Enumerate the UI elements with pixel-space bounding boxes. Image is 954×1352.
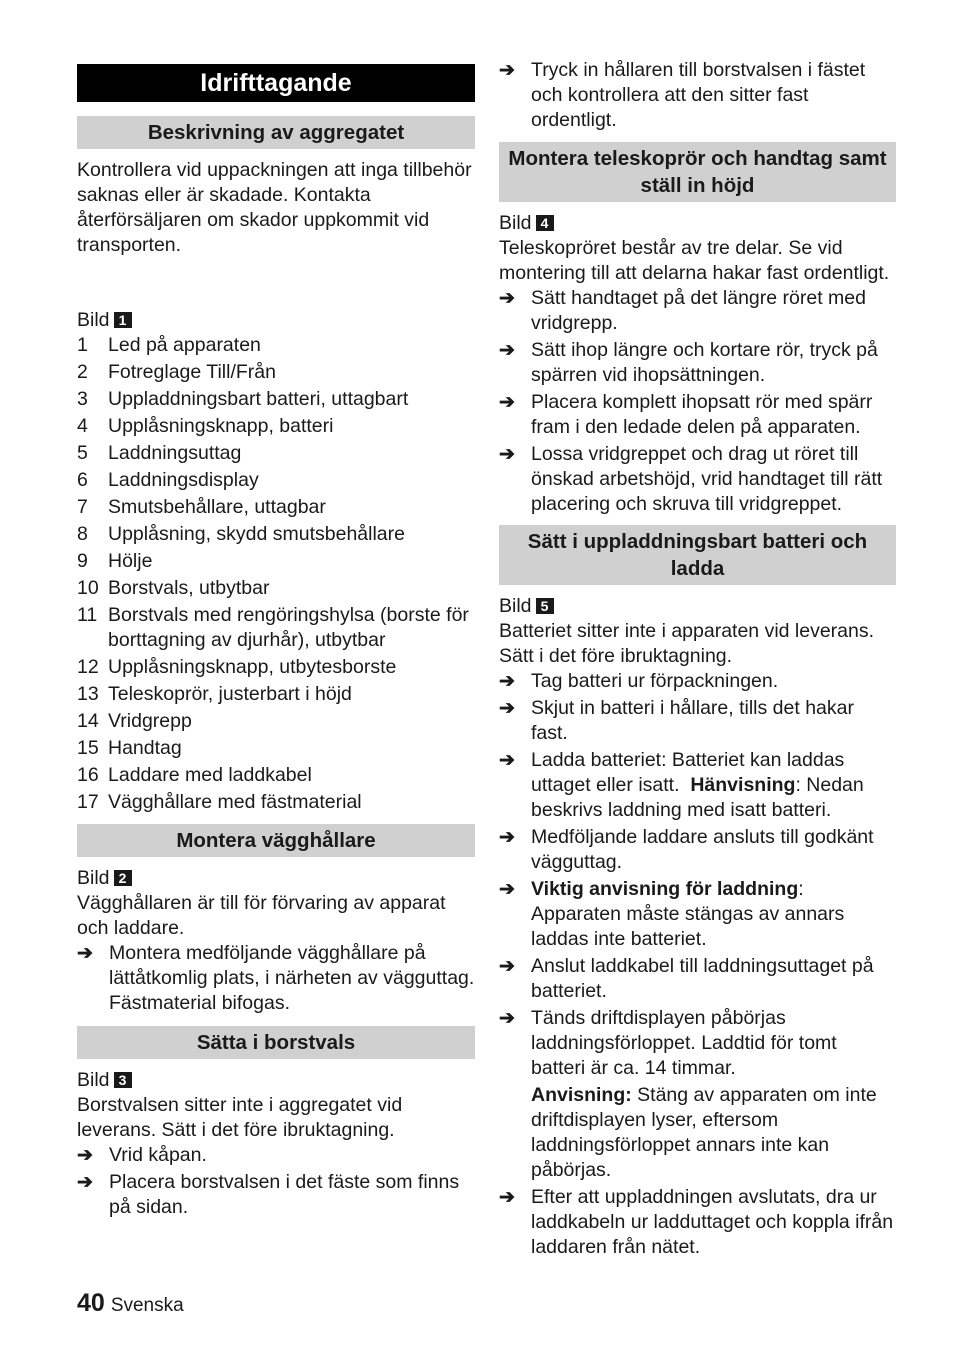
- left-column: [77, 58, 475, 1222]
- item-number: 11: [77, 604, 98, 626]
- arrow-icon: ➔: [499, 671, 515, 692]
- brush-roll-intro: Borstvalsen sitter inte i aggregatet vid leverans. Sätt i det före ibruktagning.: [77, 1094, 403, 1141]
- arrow-icon: ➔: [499, 698, 515, 719]
- charging-note: Anvisning: Stäng av apparaten om inte driftdisplayen lyser, eftersom laddningsförloppet annars inte kan påbörjas.: [531, 1084, 877, 1181]
- parts-list: [77, 333, 475, 815]
- figure-number-badge: 2: [114, 870, 132, 886]
- item-number: 7: [77, 496, 88, 518]
- footer-language: Svenska: [110, 1295, 184, 1316]
- wall-mount-intro: Vägghållaren är till för förvaring av apparat och laddare.: [77, 892, 446, 939]
- item-number: 1: [77, 334, 88, 356]
- list-item: [77, 360, 475, 385]
- list-item: ➔ Placera borstvalsen i det fäste som finns på sidan.: [77, 1171, 460, 1218]
- item-number: 12: [77, 656, 99, 678]
- brush-roll-steps: [77, 1143, 475, 1220]
- item-text: Upplåsningsknapp, utbytesborste: [108, 656, 397, 678]
- list-item: ➔ Vrid kåpan.: [77, 1144, 207, 1166]
- item-text: Borstvals, utbytbar: [108, 577, 270, 599]
- figure-ref-5: Bild 5: [499, 594, 896, 619]
- section-heading-wall-mount: Montera vägghållare: [77, 824, 475, 857]
- section-heading-telescopic-tube: Montera teleskoprör och handtag samt ställ in höjd: [499, 142, 896, 202]
- list-item: ➔ Sätt ihop längre och kortare rör, tryck på spärren vid ihopsättningen.: [499, 339, 878, 386]
- list-item: [77, 549, 475, 574]
- item-text: Smutsbehållare, uttagbar: [108, 496, 326, 518]
- item-text: Hölje: [108, 550, 153, 572]
- wall-mount-steps: [77, 941, 475, 1016]
- arrow-icon: ➔: [499, 750, 515, 771]
- item-number: 17: [77, 791, 99, 813]
- item-number: 5: [77, 442, 88, 464]
- arrow-icon: ➔: [499, 288, 515, 309]
- battery-steps: [499, 669, 896, 1081]
- item-text: Laddningsdisplay: [108, 469, 259, 491]
- right-column: [499, 58, 896, 1262]
- figure-number-badge: 5: [536, 598, 554, 614]
- item-number: 14: [77, 710, 99, 732]
- list-item: [77, 736, 475, 761]
- list-item: ➔ Tänds driftdisplayen påbörjas laddningsförloppet. Laddtid för tomt batteri är ca. 14 timmar.: [499, 1007, 837, 1079]
- list-item: ➔ Ladda batteriet: Batteriet kan laddas uttaget eller isatt. Hänvisning: Nedan beskrivs laddning med isatt batteri.: [499, 749, 864, 821]
- page-number: 40: [77, 1289, 105, 1317]
- item-number: 2: [77, 361, 88, 383]
- section-heading-battery: Sätt i uppladdningsbart batteri och ladda: [499, 525, 896, 585]
- item-number: 9: [77, 550, 88, 572]
- item-text: Vägghållare med fästmaterial: [108, 791, 362, 813]
- telescopic-intro: Teleskopröret består av tre delar. Se vid montering till att delarna hakar fast ordentligt.: [499, 237, 890, 284]
- item-text: Handtag: [108, 737, 182, 759]
- list-item: ➔ Skjut in batteri i hållare, tills det hakar fast.: [499, 697, 854, 744]
- list-item: [77, 790, 475, 815]
- item-number: 3: [77, 388, 88, 410]
- arrow-icon: ➔: [499, 60, 515, 81]
- list-item: [77, 709, 475, 734]
- arrow-icon: ➔: [77, 943, 93, 964]
- arrow-icon: ➔: [77, 1145, 93, 1166]
- figure-ref-1: Bild 1: [77, 308, 475, 333]
- list-item: [77, 603, 475, 653]
- arrow-icon: ➔: [499, 879, 515, 900]
- item-text: Fotreglage Till/Från: [108, 361, 276, 383]
- item-text: Led på apparaten: [108, 334, 261, 356]
- item-text: Laddningsuttag: [108, 442, 242, 464]
- item-text: Laddare med laddkabel: [108, 764, 312, 786]
- list-item: ➔ Tag batteri ur förpackningen.: [499, 670, 779, 692]
- item-number: 15: [77, 737, 99, 759]
- arrow-icon: ➔: [499, 340, 515, 361]
- list-item: [77, 468, 475, 493]
- arrow-icon: ➔: [499, 392, 515, 413]
- item-number: 6: [77, 469, 88, 491]
- figure-ref-4: Bild 4: [499, 211, 896, 236]
- figure-number-badge: 3: [114, 1072, 132, 1088]
- telescopic-steps: [499, 286, 896, 517]
- list-item: [77, 441, 475, 466]
- important-label: Viktig anvisning för laddning: [531, 878, 799, 900]
- section-heading-description: Beskrivning av aggregatet: [77, 116, 475, 149]
- page-footer: [77, 1291, 184, 1318]
- list-item: [77, 495, 475, 520]
- list-item: [77, 763, 475, 788]
- item-number: 8: [77, 523, 88, 545]
- arrow-icon: ➔: [499, 1187, 515, 1208]
- arrow-icon: ➔: [77, 1172, 93, 1193]
- item-text: Vridgrepp: [108, 710, 192, 732]
- figure-ref-2: Bild 2: [77, 866, 475, 891]
- item-text: Uppladdningsbart batteri, uttagbart: [108, 388, 409, 410]
- item-number: 10: [77, 577, 99, 599]
- figure-number-badge: 4: [536, 215, 554, 231]
- item-number: 13: [77, 683, 99, 705]
- list-item: [77, 414, 475, 439]
- item-text: Upplåsning, skydd smutsbehållare: [108, 523, 405, 545]
- list-item: [77, 333, 475, 358]
- list-item: ➔ Tryck in hållaren till borstvalsen i fästet och kontrollera att den sitter fast ordentligt.: [499, 59, 866, 131]
- list-item: ➔ Placera komplett ihopsatt rör med spärr fram i den ledade delen på apparaten.: [499, 391, 873, 438]
- description-intro: Kontrollera vid uppackningen att inga tillbehör saknas eller är skadade. Kontakta återförsäljaren om skador uppkommit vid transporten.: [77, 159, 472, 256]
- page-title: Idrifttagande: [77, 64, 475, 102]
- battery-steps-final: [499, 1185, 896, 1260]
- list-item: ➔ Montera medföljande vägghållare på lättåtkomlig plats, i närheten av vägguttag. Fästmaterial bifogas.: [77, 942, 475, 1014]
- list-item: [77, 655, 475, 680]
- list-item: ➔ Anslut laddkabel till laddningsuttaget på batteriet.: [499, 955, 874, 1002]
- list-item: [77, 522, 475, 547]
- item-text: Teleskoprör, justerbart i höjd: [108, 683, 352, 705]
- hint-label: Hänvisning: [690, 774, 796, 796]
- item-text: Borstvals med rengöringshylsa (borste för borttagning av djurhår), utbytbar: [108, 604, 469, 651]
- battery-intro: Batteriet sitter inte i apparaten vid leverans. Sätt i det före ibruktagning.: [499, 620, 875, 667]
- section-heading-brush-roll: Sätta i borstvals: [77, 1026, 475, 1059]
- figure-ref-3: Bild 3: [77, 1068, 475, 1093]
- figure-number-badge: 1: [114, 312, 132, 328]
- arrow-icon: ➔: [499, 444, 515, 465]
- arrow-icon: ➔: [499, 827, 515, 848]
- list-item: ➔ Viktig anvisning för laddning: Apparaten måste stängas av annars laddas inte batteriet.: [499, 878, 845, 950]
- item-number: 4: [77, 415, 88, 437]
- list-item: ➔ Efter att uppladdningen avslutats, dra ur laddkabeln ur ladduttaget och koppla ifrån laddaren från nätet.: [499, 1186, 894, 1258]
- list-item: [77, 387, 475, 412]
- item-number: 16: [77, 764, 99, 786]
- arrow-icon: ➔: [499, 1008, 515, 1029]
- list-item: ➔ Lossa vridgreppet och drag ut röret till önskad arbetshöjd, vrid handtaget till rätt placering och skruva till vridgreppet.: [499, 443, 883, 515]
- list-item: [77, 682, 475, 707]
- list-item: ➔ Sätt handtaget på det längre röret med vridgrepp.: [499, 287, 866, 334]
- brush-roll-steps-continued: [499, 58, 896, 133]
- list-item: ➔ Medföljande laddare ansluts till godkänt vägguttag.: [499, 826, 874, 873]
- arrow-icon: ➔: [499, 956, 515, 977]
- item-text: Upplåsningsknapp, batteri: [108, 415, 334, 437]
- list-item: [77, 576, 475, 601]
